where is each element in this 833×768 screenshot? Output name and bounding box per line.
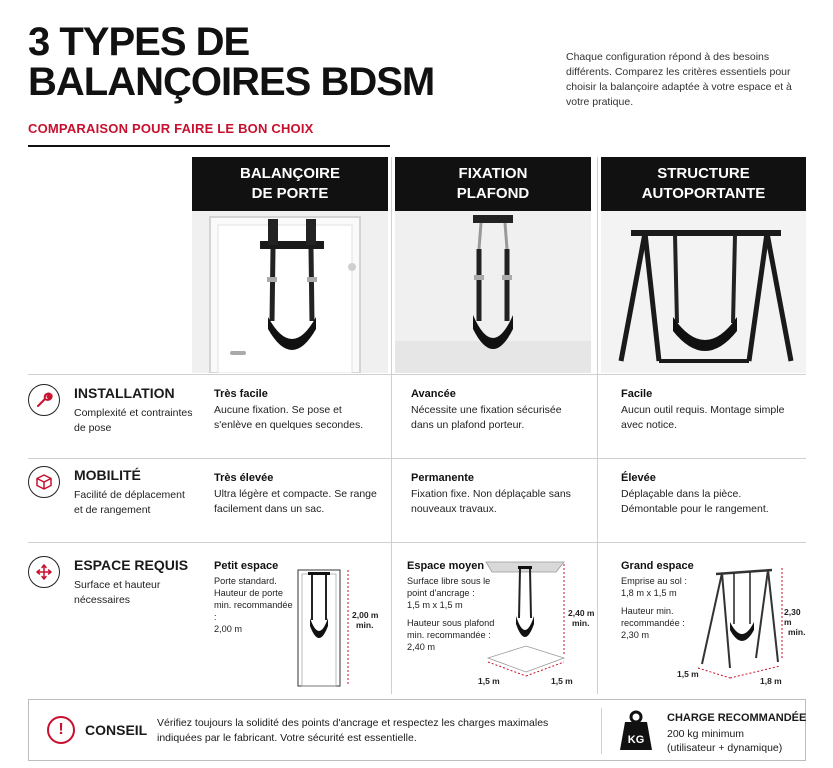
cell-line: 1,8 m x 1,5 m xyxy=(621,588,677,598)
charge-title: CHARGE RECOMMANDÉE xyxy=(667,712,807,724)
ceiling-width-label-1: 1,5 m xyxy=(478,676,500,686)
cell-text: Aucune fixation. Se pose et s'enlève en quelques secondes. xyxy=(214,404,364,431)
cell-text: Ultra légère et compacte. Se range facilement dans un sac. xyxy=(214,488,377,515)
cell-text: Fixation fixe. Non déplaçable sans nouveaux travaux. xyxy=(411,488,571,515)
charge-line-2: (utilisateur + dynamique) xyxy=(667,742,783,754)
cell-title: Avancée xyxy=(411,388,456,400)
cell-line: 2,30 m xyxy=(621,630,650,640)
column-header-ceiling-line1: FIXATION xyxy=(458,165,528,182)
freestanding-dimension-diagram xyxy=(694,556,784,688)
conseil-label: CONSEIL xyxy=(85,722,148,738)
cell-text: Nécessite une fixation sécurisée dans un plafond porteur. xyxy=(411,404,562,431)
freestanding-height-label xyxy=(784,607,808,637)
cell-title: Petit espace xyxy=(214,560,279,572)
cell-title: Permanente xyxy=(411,472,474,484)
row-desc-mobilite: Facilité de déplacement et de rangement xyxy=(74,489,185,516)
height-suffix: min. xyxy=(356,620,374,630)
box-icon xyxy=(28,466,60,498)
ceiling-swing-image xyxy=(395,211,591,373)
row-divider-1 xyxy=(28,374,806,375)
column-header-door-line2: DE PORTE xyxy=(251,185,329,202)
row-divider-2 xyxy=(28,458,806,459)
title-divider xyxy=(28,145,390,147)
cell-line: Hauteur min. xyxy=(621,606,674,616)
conseil-text: Vérifiez toujours la solidité des points d'ancrage et respectez les charges maximales indiquées par le fabricant. Votre sécurité est essentielle. xyxy=(157,717,549,744)
cell-mobilite-door xyxy=(214,471,379,517)
wrench-icon xyxy=(28,384,60,416)
cell-line: min. recommandée : xyxy=(407,630,491,640)
column-header-freestanding xyxy=(601,157,806,211)
cell-line: recommandée : xyxy=(621,618,685,628)
cell-line: 2,40 m xyxy=(407,642,436,652)
row-title-mobilite: MOBILITÉ xyxy=(74,467,141,483)
arrows-icon xyxy=(28,556,60,588)
ceiling-height-label xyxy=(568,608,596,628)
footer-divider xyxy=(601,708,602,754)
height-suffix: min. xyxy=(788,627,806,637)
cell-line: point d'ancrage : xyxy=(407,588,475,598)
cell-title: Grand espace xyxy=(621,560,694,572)
cell-line: 2,00 m xyxy=(214,624,243,634)
ceiling-width-label-2: 1,5 m xyxy=(551,676,573,686)
row-desc-installation: Complexité et contraintes de pose xyxy=(74,407,193,434)
cell-line: Surface libre sous le xyxy=(407,576,491,586)
column-header-door xyxy=(192,157,388,211)
page-subtitle: COMPARAISON POUR FAIRE LE BON CHOIX xyxy=(28,121,314,136)
row-title-espace: ESPACE REQUIS xyxy=(74,557,189,573)
column-divider-2 xyxy=(597,157,598,694)
cell-espace-door xyxy=(214,559,294,635)
cell-line: min. recommandée : xyxy=(214,600,293,622)
cell-title: Très facile xyxy=(214,388,268,400)
door-dimension-diagram xyxy=(292,562,352,690)
charge-line-1: 200 kg minimum xyxy=(667,728,745,740)
ceiling-dimension-diagram xyxy=(482,558,568,688)
cell-installation-door xyxy=(214,387,379,433)
footer-box xyxy=(28,699,806,761)
row-title-installation: INSTALLATION xyxy=(74,385,175,401)
charge-text xyxy=(667,727,782,755)
weight-icon xyxy=(619,710,653,752)
cell-title: Très élevée xyxy=(214,472,274,484)
column-header-ceiling xyxy=(395,157,591,211)
cell-line: Hauteur de porte xyxy=(214,588,283,598)
cell-line: Emprise au sol : xyxy=(621,576,687,586)
door-height-label xyxy=(352,610,392,630)
cell-line: 1,5 m x 1,5 m xyxy=(407,600,463,610)
cell-text: Aucun outil requis. Montage simple avec notice. xyxy=(621,404,785,431)
column-header-door-line1: BALANÇOIRE xyxy=(240,165,340,182)
height-value: 2,00 m xyxy=(352,610,379,620)
freestanding-swing-image xyxy=(601,211,806,373)
cell-title: Facile xyxy=(621,388,653,400)
door-swing-image xyxy=(192,211,388,373)
cell-line: Hauteur sous plafond xyxy=(407,618,495,628)
cell-title: Élevée xyxy=(621,472,656,484)
column-header-ceiling-line2: PLAFOND xyxy=(456,185,530,202)
cell-mobilite-freestanding xyxy=(621,471,791,517)
title-line-2: BALANÇOIRES BDSM xyxy=(28,60,435,104)
row-desc-espace: Surface et hauteur nécessaires xyxy=(74,579,161,606)
column-header-freestanding-line1: STRUCTURE xyxy=(657,165,750,182)
cell-installation-ceiling xyxy=(411,387,571,433)
title-line-1: 3 TYPES DE xyxy=(28,20,250,64)
freestanding-width-label-1: 1,5 m xyxy=(677,669,699,679)
intro-text: Chaque configuration répond à des besoins différents. Comparez les critères essentiels pour choisir la balançoire adaptée à votre espace et à votre pratique. xyxy=(566,51,792,108)
page-title xyxy=(28,22,434,102)
cell-installation-freestanding xyxy=(621,387,791,433)
height-value: 2,40 m xyxy=(568,608,595,618)
freestanding-width-label-2: 1,8 m xyxy=(760,676,782,686)
height-suffix: min. xyxy=(572,618,590,628)
cell-text: Déplaçable dans la pièce. Démontable pour le rangement. xyxy=(621,488,769,515)
column-header-freestanding-line2: AUTOPORTANTE xyxy=(641,185,766,202)
warning-icon: ! xyxy=(47,716,75,744)
cell-line: Porte standard. xyxy=(214,576,277,586)
height-value: 2,30 m xyxy=(784,607,801,627)
row-divider-3 xyxy=(28,542,806,543)
cell-title: Espace moyen xyxy=(407,560,485,572)
cell-mobilite-ceiling xyxy=(411,471,571,517)
kg-label: KG xyxy=(627,734,645,746)
